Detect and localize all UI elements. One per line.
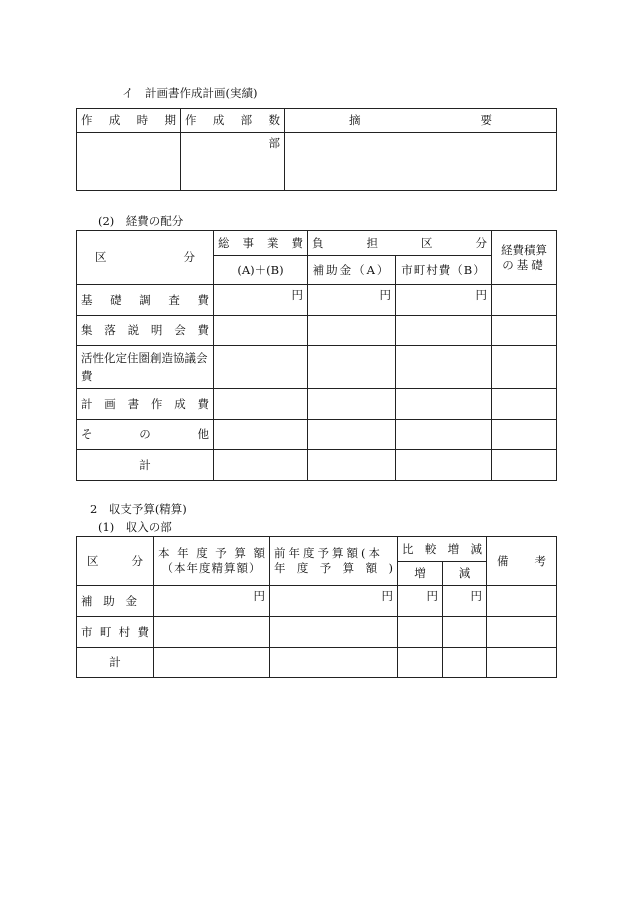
header-kubun-2: 分 (183, 250, 195, 264)
cell-total-total[interactable] (214, 450, 308, 481)
income-cell-municipal-prev[interactable] (270, 617, 398, 648)
cell-other-total[interactable] (214, 420, 308, 450)
header-subsidy: 補助金（A） (308, 256, 396, 285)
cell-briefing-basis[interactable] (492, 316, 557, 346)
header-summary-2: 要 (480, 113, 492, 127)
cell-survey-basis[interactable] (492, 285, 557, 316)
income-header-kubun-2: 分 (131, 553, 143, 568)
header-summary (285, 109, 557, 133)
header-burden-1: 負 (312, 235, 324, 250)
header-basis-line2: の基礎 (502, 257, 546, 272)
yen-unit: 円 (379, 288, 391, 302)
income-header-this-year: 本 年 度 予 算 額 （本年度精算額） (154, 537, 270, 586)
cell-creation-copies[interactable] (181, 133, 285, 191)
row-label-other: そ の 他 (77, 420, 214, 450)
income-cell-total-decrease[interactable] (443, 648, 487, 678)
cell-council-total[interactable] (214, 346, 308, 389)
income-header-prev-year-line1: 前年度予算額(本 (274, 546, 383, 560)
income-header-prev-year: 前年度予算額(本 年 度 予 算 額 ) (270, 537, 398, 586)
income-cell-subsidy-increase[interactable] (398, 586, 443, 617)
income-header-remarks-2: 考 (534, 553, 546, 568)
header-burden (308, 231, 492, 256)
income-header-increase: 増 (398, 562, 443, 586)
cell-briefing-total[interactable] (214, 316, 308, 346)
income-row-label-subsidy: 補 助 金 (77, 586, 154, 617)
cell-plan-doc-subsidy[interactable] (308, 389, 396, 420)
income-cell-municipal-decrease[interactable] (443, 617, 487, 648)
cell-total-subsidy[interactable] (308, 450, 396, 481)
yen-unit: 円 (470, 589, 482, 603)
cell-summary[interactable] (285, 133, 557, 191)
header-creation-copies (181, 109, 285, 133)
header-creation-period (77, 109, 181, 133)
budget-subheading: (1) 収入の部 (98, 520, 172, 534)
header-summary-1: 摘 (349, 113, 361, 127)
header-creation-period-text: 作 成 時 期 (81, 113, 176, 127)
income-row-label-municipal: 市 町 村 費 (77, 617, 154, 648)
income-cell-municipal-increase[interactable] (398, 617, 443, 648)
cell-council-subsidy[interactable] (308, 346, 396, 389)
income-row-label-total: 計 (77, 648, 154, 678)
income-header-kubun-1: 区 (87, 553, 99, 568)
income-cell-subsidy-this[interactable] (154, 586, 270, 617)
income-cell-subsidy-prev[interactable] (270, 586, 398, 617)
income-cell-subsidy-decrease[interactable] (443, 586, 487, 617)
header-municipal: 市町村費（B） (396, 256, 492, 285)
header-kubun-1: 区 (95, 250, 107, 264)
yen-unit: 円 (253, 589, 265, 603)
cell-council-basis[interactable] (492, 346, 557, 389)
row-label-briefing: 集 落 説 明 会 費 (77, 316, 214, 346)
section-2-heading: (2) 経費の配分 (98, 214, 184, 228)
header-basis (492, 231, 557, 285)
cell-plan-doc-basis[interactable] (492, 389, 557, 420)
cell-council-municipal[interactable] (396, 346, 492, 389)
header-burden-3: 区 (421, 235, 433, 250)
income-header-compare: 比 較 増 減 (398, 537, 487, 562)
header-basis-line1: 経費積算 (501, 242, 547, 257)
unit-bu: 部 (268, 136, 280, 150)
yen-unit: 円 (475, 288, 487, 302)
income-table (76, 536, 557, 678)
income-header-remarks-1: 備 (497, 553, 509, 568)
row-label-total: 計 (77, 450, 214, 481)
cell-plan-doc-municipal[interactable] (396, 389, 492, 420)
cell-briefing-subsidy[interactable] (308, 316, 396, 346)
budget-heading: 2 収支予算(精算) (90, 502, 187, 516)
row-label-survey: 基 礎 調 査 費 (77, 285, 214, 316)
cell-total-municipal[interactable] (396, 450, 492, 481)
cell-other-subsidy[interactable] (308, 420, 396, 450)
income-header-remarks (487, 537, 557, 586)
income-header-kubun (77, 537, 154, 586)
yen-unit: 円 (291, 288, 303, 302)
cell-plan-doc-total[interactable] (214, 389, 308, 420)
expense-allocation-table (76, 230, 557, 481)
section-i-heading: イ 計画書作成計画(実績) (122, 86, 258, 100)
income-cell-total-increase[interactable] (398, 648, 443, 678)
header-burden-2: 担 (366, 235, 378, 250)
header-burden-4: 分 (475, 235, 487, 250)
header-total-sub: (A)＋(B) (214, 256, 308, 285)
cell-survey-total[interactable] (214, 285, 308, 316)
row-label-plan-doc: 計 画 書 作 成 費 (77, 389, 214, 420)
income-cell-total-prev[interactable] (270, 648, 398, 678)
income-header-decrease: 減 (443, 562, 487, 586)
yen-unit: 円 (426, 589, 438, 603)
header-creation-copies-text: 作 成 部 数 (185, 113, 280, 127)
income-cell-municipal-this[interactable] (154, 617, 270, 648)
cell-briefing-municipal[interactable] (396, 316, 492, 346)
income-cell-municipal-remarks[interactable] (487, 617, 557, 648)
cell-other-basis[interactable] (492, 420, 557, 450)
header-kubun (77, 231, 214, 285)
plan-document-table (76, 108, 557, 191)
income-cell-total-this[interactable] (154, 648, 270, 678)
cell-survey-subsidy[interactable] (308, 285, 396, 316)
cell-total-basis[interactable] (492, 450, 557, 481)
income-cell-subsidy-remarks[interactable] (487, 586, 557, 617)
cell-creation-period[interactable] (77, 133, 181, 191)
income-header-this-year-sub: （本年度精算額） (161, 561, 262, 575)
header-total-cost: 総 事 業 費 (214, 231, 308, 256)
cell-other-municipal[interactable] (396, 420, 492, 450)
income-cell-total-remarks[interactable] (487, 648, 557, 678)
row-label-council: 活性化定住圏創造協議会費 (77, 346, 214, 389)
cell-survey-municipal[interactable] (396, 285, 492, 316)
yen-unit: 円 (381, 589, 393, 603)
